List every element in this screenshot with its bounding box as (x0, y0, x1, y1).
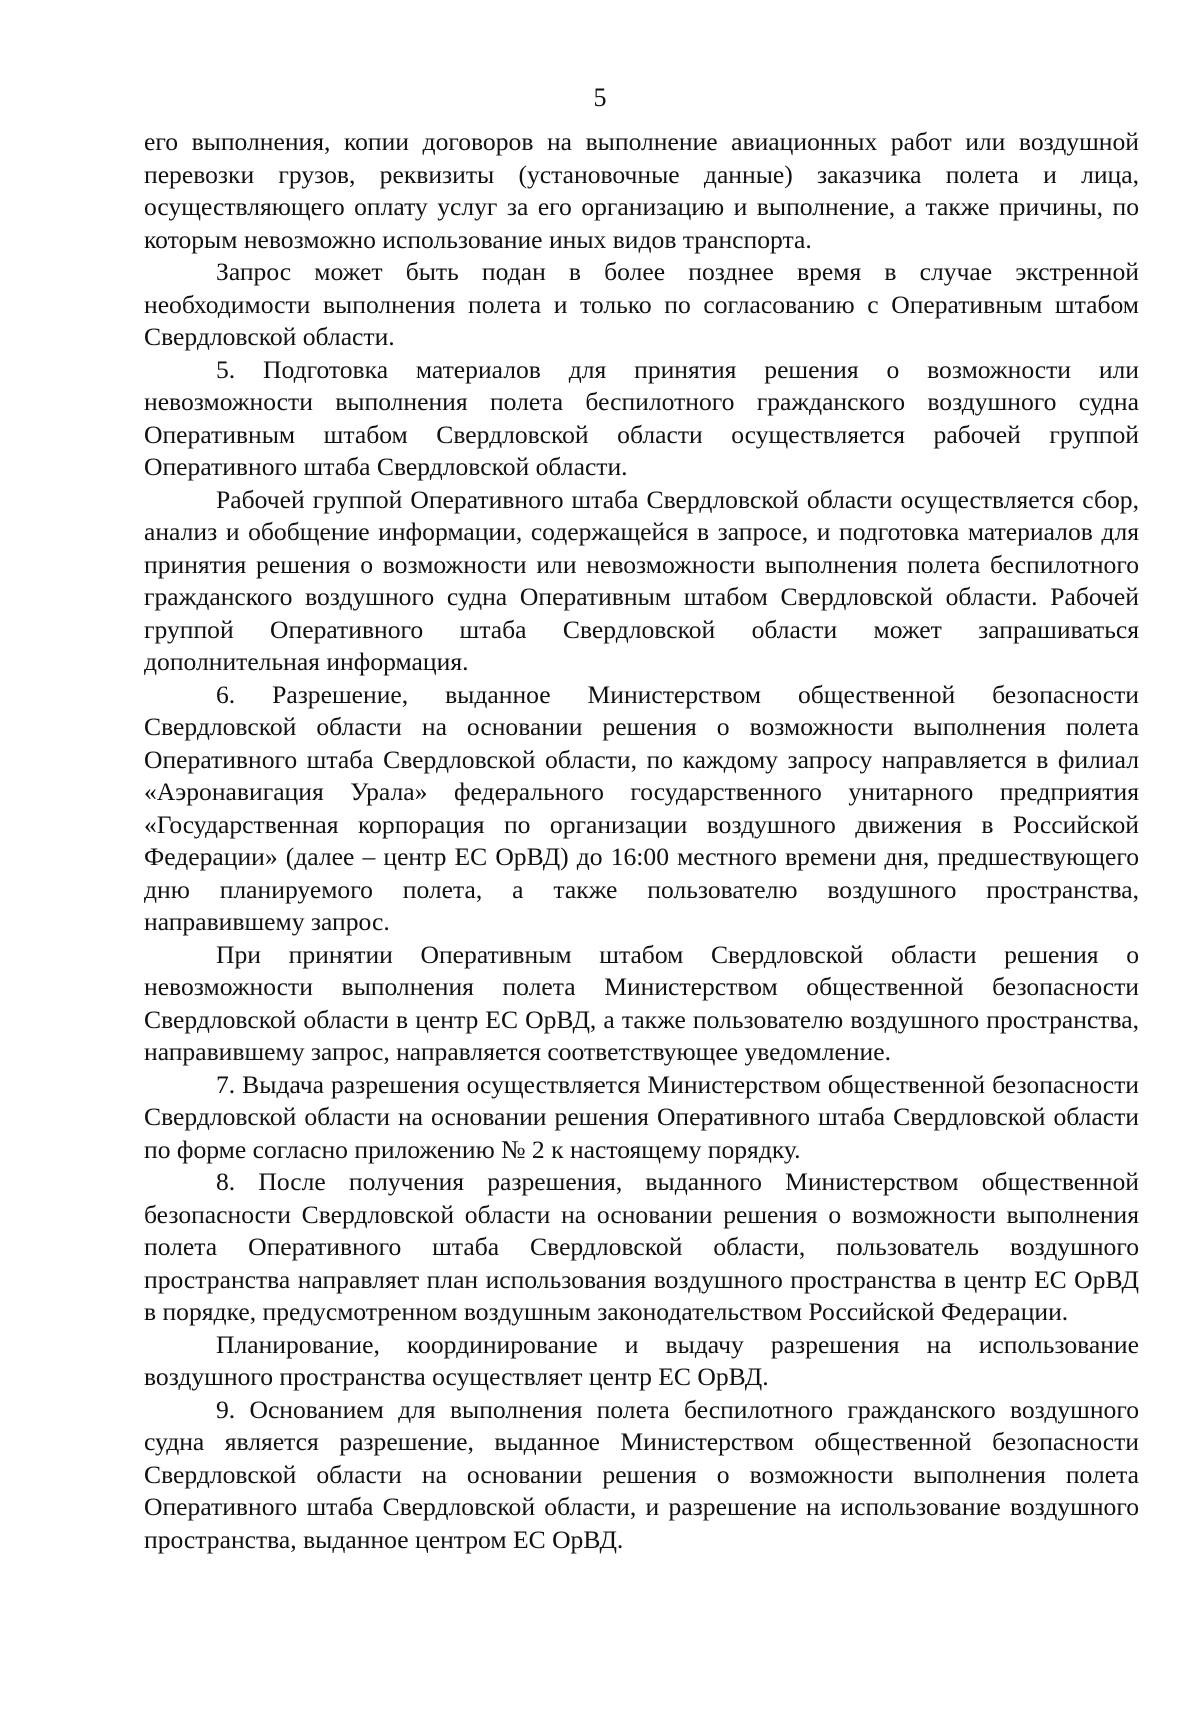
paragraph-continuation: его выполнения, копии договоров на выполнение авиационных работ или воздушной перевозки грузов, реквизиты (установочные данные) заказчика полета и лица, осуществляющего оплату услуг за его организацию и выполнение, а также причины, по которым невозможно использование иных видов транспорта. (144, 127, 1139, 254)
paragraph-planning: Планирование, координирование и выдачу разрешения на использование воздушного пространства осуществляет центр ЕС ОрВД. (144, 1329, 1139, 1391)
paragraph-item-7: 7. Выдача разрешения осуществляется Министерством общественной безопасности Свердловской области на основании решения Оперативного штаба Свердловской области по форме согласно приложению № 2 к настоящему порядку. (144, 1069, 1139, 1164)
paragraph-item-6: 6. Разрешение, выданное Министерством общественной безопасности Свердловской области на основании решения о возможности выполнения полета Оперативного штаба Свердловской области, по каждому запросу направляется в филиал «Аэронавигация Урала» федерального государственного унитарного предприятия «Государственная корпорация по организации воздушного движения в Российской Федерации» (далее – центр ЕС ОрВД) до 16:00 местного времени дня, предшествующего дню планируемого полета, а также пользователю воздушного пространства, направившему запрос. (144, 679, 1139, 936)
page-number: 5 (593, 83, 607, 112)
paragraph-request-timing: Запрос может быть подан в более позднее время в случае экстренной необходимости выполнения полета и только по согласованию с Оперативным штабом Свердловской области. (144, 257, 1139, 351)
paragraph-item-5: 5. Подготовка материалов для принятия решения о возможности или невозможности выполнения полета беспилотного гражданского воздушного судна Оперативным штабом Свердловской области осуществляется рабочей группой Оперативного штаба Свердловской области. (144, 354, 1139, 481)
paragraph-item-9: 9. Основанием для выполнения полета беспилотного гражданского воздушного судна является разрешение, выданное Министерством общественной безопасности Свердловской области на основании решения о возможности выполнения полета Оперативного штаба Свердловской области, и разрешение на использование воздушного пространства, выданное центром ЕС ОрВД. (144, 1394, 1139, 1554)
paragraph-refusal-notice: При принятии Оперативным штабом Свердловской области решения о невозможности выполнения полета Министерством общественной безопасности Свердловской области в центр ЕС ОрВД, а также пользователю воздушного пространства, направившему запрос, направляется соответствующее уведомление. (144, 939, 1139, 1066)
paragraph-working-group: Рабочей группой Оперативного штаба Свердловской области осуществляется сбор, анализ и обобщение информации, содержащейся в запросе, и подготовка материалов для принятия решения о возможности или невозможности выполнения полета беспилотного гражданского воздушного судна Оперативным штабом Свердловской области. Рабочей группой Оперативного штаба Свердловской области может запрашиваться дополнительная информация. (144, 484, 1139, 676)
paragraph-item-8: 8. После получения разрешения, выданного Министерством общественной безопасности Свердловской области на основании решения о возможности выполнения полета Оперативного штаба Свердловской области, пользователь воздушного пространства направляет план использования воздушного пространства в центр ЕС ОрВД в порядке, предусмотренном воздушным законодательством Российской Федерации. (144, 1167, 1139, 1326)
document-body (144, 126, 1139, 1556)
